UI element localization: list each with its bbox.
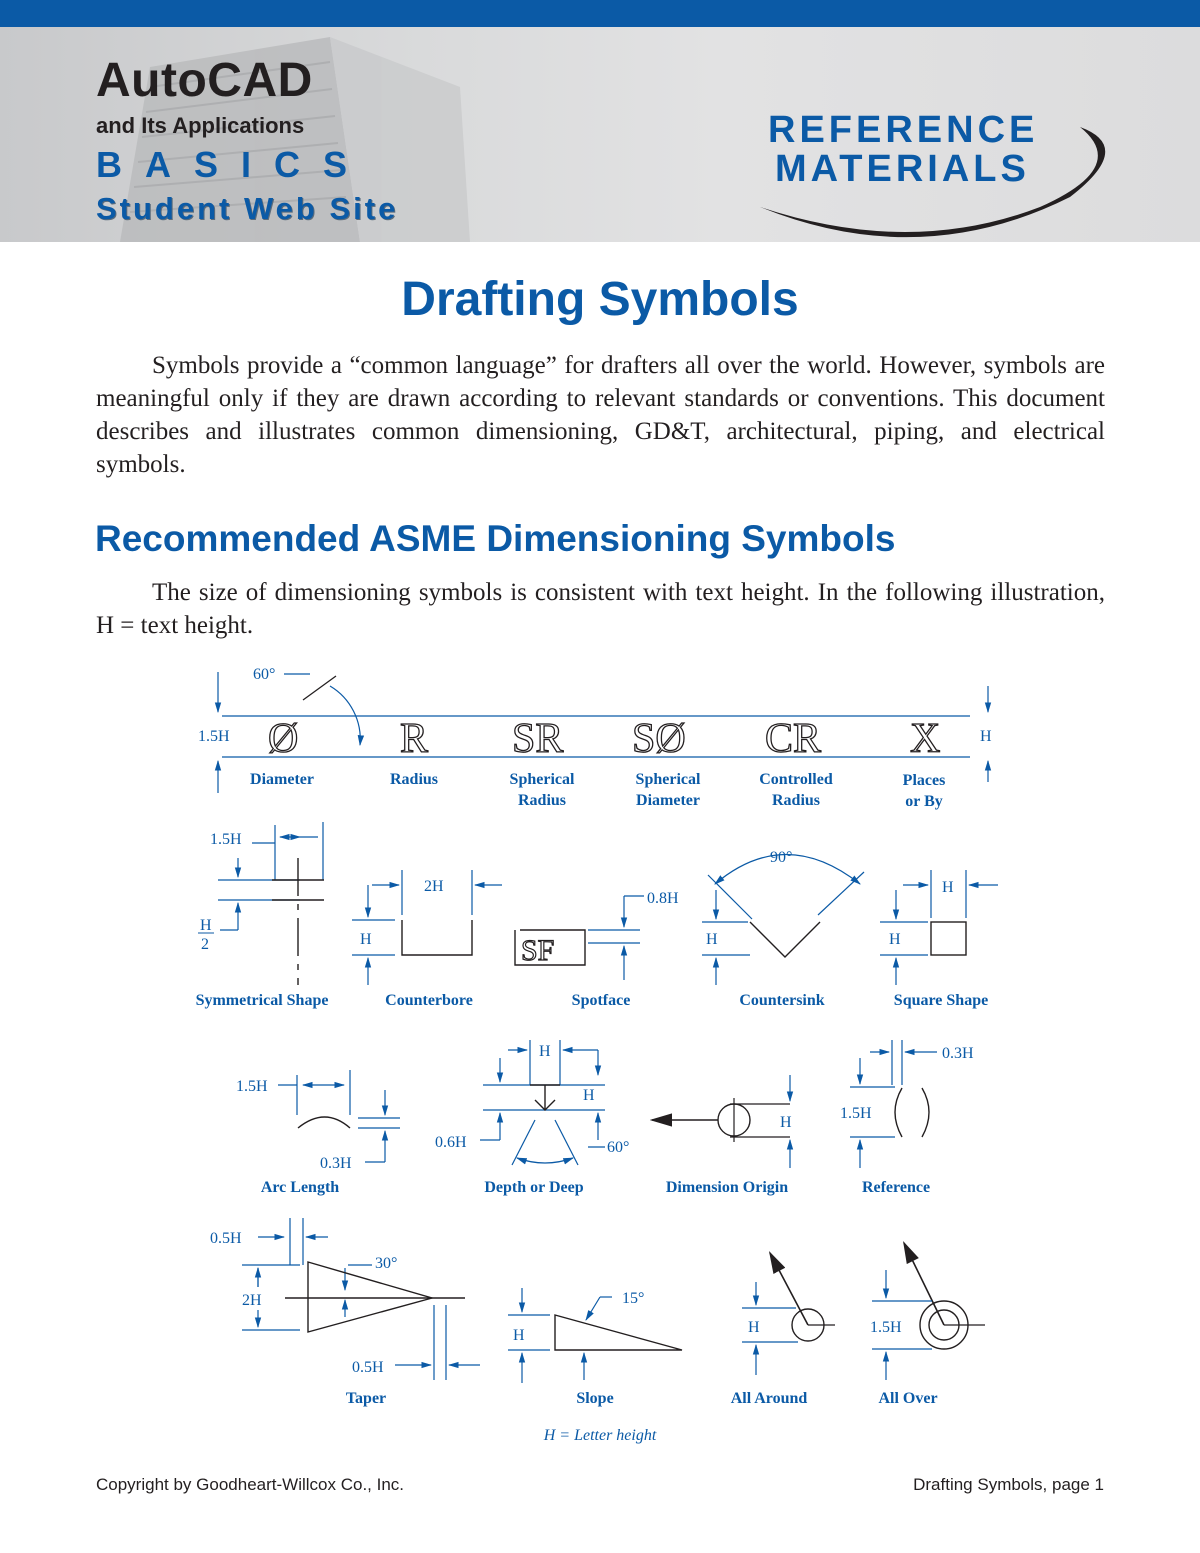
cb-dim-2h: 2H <box>424 878 444 895</box>
brand-subtitle: and Its Applications <box>96 113 305 138</box>
ao-dim-1-5h: 1.5H <box>870 1319 902 1336</box>
aa-dim-h: H <box>748 1319 760 1336</box>
slope <box>508 1288 682 1407</box>
dimension-origin <box>652 1075 792 1196</box>
symbol-controlled-radius: CR <box>765 716 822 762</box>
label-spherical-radius-1: Spherical <box>509 771 575 788</box>
spotface-text: SF <box>521 934 555 967</box>
row1-symbols <box>268 716 940 762</box>
arc-dim-0-3h: 0.3H <box>320 1155 352 1172</box>
diameter-60-line <box>303 676 336 700</box>
label-taper: Taper <box>345 1390 387 1407</box>
label-square: Square Shape <box>893 992 989 1009</box>
dd-dim-60: 60° <box>607 1139 630 1156</box>
label-diameter: Diameter <box>250 771 314 788</box>
intro-paragraph <box>96 349 1105 481</box>
countersink <box>702 849 864 1009</box>
label-countersink: Countersink <box>739 992 825 1009</box>
label-places-1: Places <box>902 772 946 789</box>
label-arc: Arc Length <box>260 1179 340 1196</box>
label-origin: Dimension Origin <box>665 1179 789 1196</box>
footer-copyright: Copyright by Goodheart-Willcox Co., Inc. <box>96 1475 405 1494</box>
label-counterbore: Counterbore <box>385 992 473 1009</box>
dd-dim-0-6h: 0.6H <box>435 1134 467 1151</box>
sf-dim-0-8h: 0.8H <box>647 890 679 907</box>
symbol-spherical-diameter: SØ <box>632 716 686 762</box>
section-heading: Recommended ASME Dimensioning Symbols <box>95 518 896 559</box>
tp-dim-2h: 2H <box>242 1292 262 1309</box>
sq-dim-h: H <box>889 931 901 948</box>
label-reference: Reference <box>861 1179 931 1196</box>
all-over <box>870 1243 985 1407</box>
tp-dim-30: 30° <box>375 1255 398 1272</box>
top-color-bar <box>0 0 1200 27</box>
label-all-over: All Over <box>878 1390 938 1407</box>
label-all-around: All Around <box>730 1390 808 1407</box>
sym-dim-half-den: 2 <box>201 936 209 953</box>
do-dim-h: H <box>780 1114 792 1131</box>
section-paragraph <box>96 576 1105 642</box>
sl-dim-15: 15° <box>622 1290 645 1307</box>
section-text: The size of dimensioning symbols is consistent with text height. In the following illustration, H = text height. <box>96 579 1105 639</box>
label-spherical-radius-2: Radius <box>517 792 567 809</box>
reference-label: REFERENCE <box>768 109 1039 151</box>
label-depth: Depth or Deep <box>484 1179 584 1196</box>
dim-60: 60° <box>253 666 276 683</box>
materials-label: MATERIALS <box>775 148 1030 190</box>
arc-dim-1-5h: 1.5H <box>236 1078 268 1095</box>
arc-length <box>236 1070 400 1196</box>
symbol-diameter: Ø <box>268 716 299 762</box>
intro-text: Symbols provide a “common language” for drafters all over the world. However, symbols are meaningful only if they are drawn according to relevant standards or conventions. This document describes and illustrates common dimensioning, GD&T, architectural, piping, and electrical symbols. <box>96 352 1105 478</box>
row1-labels <box>250 771 945 810</box>
label-radius: Radius <box>389 771 439 788</box>
symbol-spherical-radius: SR <box>512 716 564 762</box>
sym-dim-half-num: H <box>200 917 212 934</box>
brand-student-site: Student Web Site <box>96 191 399 226</box>
figure-legend: H = Letter height <box>543 1427 657 1444</box>
label-places-2: or By <box>905 793 943 810</box>
dd-dim-h: H <box>583 1087 595 1104</box>
cs-dim-h: H <box>706 931 718 948</box>
all-around <box>731 1253 835 1407</box>
taper <box>210 1218 480 1407</box>
spotface <box>515 890 679 1009</box>
label-spherical-diameter-1: Spherical <box>635 771 701 788</box>
dim-h: H <box>980 728 992 745</box>
symbol-places: X <box>910 716 941 762</box>
symbol-radius: R <box>400 716 429 762</box>
tp-dim-0-5h-top: 0.5H <box>210 1230 242 1247</box>
sym-dim-1-5h: 1.5H <box>210 831 242 848</box>
dim-1-5h: 1.5H <box>198 728 230 745</box>
label-spherical-diameter-2: Diameter <box>636 792 700 809</box>
label-symmetrical: Symmetrical Shape <box>195 992 329 1009</box>
label-spotface: Spotface <box>571 992 631 1009</box>
depth-deep <box>435 1040 629 1196</box>
cb-dim-h: H <box>360 931 372 948</box>
reference-symbol <box>840 1040 974 1196</box>
label-controlled-radius-1: Controlled <box>759 771 833 788</box>
square-shape <box>880 870 998 1009</box>
symmetrical-shape <box>196 822 329 1009</box>
counterbore <box>352 870 502 1009</box>
row1-guides <box>218 672 988 793</box>
ref-dim-1-5h: 1.5H <box>840 1105 872 1122</box>
cs-dim-90: 90° <box>770 849 793 866</box>
brand-basics: BASICS <box>96 144 371 185</box>
brand-autocad: AutoCAD <box>96 54 313 107</box>
dd-dim-h-top: H <box>539 1043 551 1060</box>
page-title: Drafting Symbols <box>401 273 799 326</box>
sl-dim-h: H <box>513 1327 525 1344</box>
ref-dim-0-3h: 0.3H <box>942 1045 974 1062</box>
footer-page-number: Drafting Symbols, page 1 <box>913 1475 1104 1494</box>
label-slope: Slope <box>576 1390 614 1407</box>
header-banner <box>0 27 1200 242</box>
sq-dim-h-top: H <box>942 879 954 896</box>
dimensioning-symbols-figure <box>0 650 1200 1460</box>
tp-dim-0-5h: 0.5H <box>352 1359 384 1376</box>
label-controlled-radius-2: Radius <box>771 792 821 809</box>
